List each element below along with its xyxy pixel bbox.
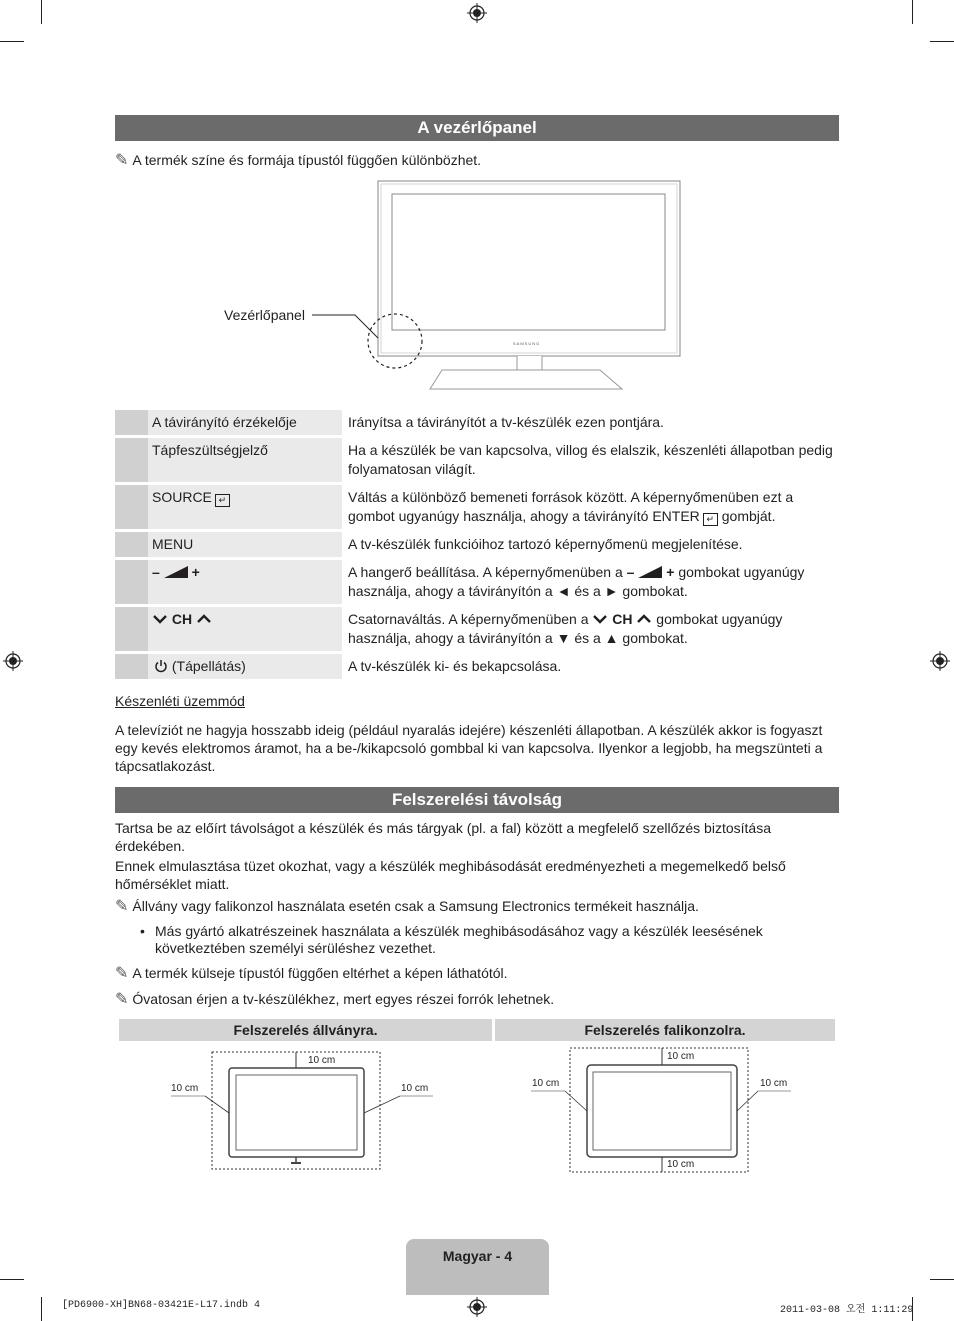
crop-mark: [0, 41, 24, 42]
control-desc: A hangerő beállítása. A képernyőmenüben a – + gombokat ugyanúgy használja, ahogy a távirányítón a ◄ és a ► gombokat.: [342, 559, 840, 606]
standby-heading: Készenléti üzemmód: [115, 693, 245, 709]
crop-mark: [930, 41, 954, 42]
control-name: A távirányító érzékelője: [148, 410, 342, 437]
note-pencil-icon: ✎: [115, 965, 129, 982]
print-datetime: 2011-03-08 오전 1:11:29: [780, 1305, 914, 1316]
note-appearance: ✎ A termék külseje típustól függően eltérhet a képen láthatótól.: [115, 965, 508, 982]
crop-mark: [930, 1279, 954, 1280]
page-number-tab: Magyar - 4: [406, 1239, 549, 1295]
chevron-down-icon: [152, 613, 168, 625]
row-marker: [115, 531, 148, 559]
stand-install-diagram: [165, 1045, 445, 1175]
row-marker: [115, 653, 148, 681]
note-pencil-icon: ✎: [115, 152, 129, 169]
registration-mark-icon: [467, 3, 487, 23]
volume-down-icon: –: [152, 564, 160, 580]
crop-mark: [41, 0, 42, 24]
enter-icon: ↵: [703, 513, 718, 526]
control-desc: Irányítsa a távirányítót a tv-készülék ezen pontjára.: [342, 410, 840, 437]
callout-label: Vezérlőpanel: [224, 307, 305, 323]
registration-mark-icon: [3, 651, 23, 671]
crop-mark: [912, 0, 913, 24]
table-row: [115, 653, 840, 681]
power-icon: [154, 659, 168, 673]
control-desc: Csatornaváltás. A képernyőmenüben a CH gombokat ugyanúgy használja, ahogy a távirányítón a ▼ és a ▲ gombokat.: [342, 606, 840, 653]
registration-mark-icon: [930, 651, 950, 671]
table-row: [115, 606, 840, 653]
note-product-color: ✎ A termék színe és formája típustól függően különbözhet.: [115, 152, 482, 169]
chevron-up-icon: [196, 613, 212, 625]
table-row: [115, 410, 840, 437]
note-samsung-parts: ✎ Állvány vagy falikonzol használata esetén csak a Samsung Electronics termékeit használja.: [115, 898, 699, 915]
section-title-control-panel: A vezérlőpanel: [115, 115, 839, 141]
volume-up-icon: +: [191, 564, 200, 580]
distance-label: 10 cm: [401, 1083, 429, 1094]
chevron-up-icon: [636, 613, 652, 625]
stand-install-header: Felszerelés állványra.: [119, 1019, 492, 1041]
control-name: MENU: [148, 531, 342, 559]
distance-label: 10 cm: [532, 1078, 560, 1089]
row-marker: [115, 559, 148, 606]
table-row: [115, 531, 840, 559]
note-hot-parts: ✎ Óvatosan érjen a tv-készülékhez, mert egyes részei forrók lehetnek.: [115, 991, 555, 1008]
print-file-info: [PD6900-XH]BN68-03421E-L17.indb 4: [62, 1300, 261, 1311]
control-name: [148, 559, 342, 606]
wall-install-header: Felszerelés falikonzolra.: [495, 1019, 835, 1041]
volume-up-icon: +: [666, 564, 675, 580]
control-desc: Ha a készülék be van kapcsolva, villog és elalszik, készenléti állapotban pedig folyamatosan világít.: [342, 437, 840, 484]
chevron-down-icon: [592, 613, 608, 625]
volume-icon: [164, 566, 188, 578]
distance-label: 10 cm: [171, 1083, 199, 1094]
row-marker: [115, 484, 148, 531]
table-row: [115, 484, 840, 531]
registration-mark-icon: [467, 1297, 487, 1317]
bullet-other-parts: • Más gyártó alkatrészeinek használata a készülék meghibásodásához vagy a készülék leesésének következtében személyi sérüléshez vezethet.: [140, 923, 763, 956]
wall-install-diagram: [525, 1045, 805, 1175]
control-name: (Tápellátás): [148, 653, 342, 681]
distance-label: 10 cm: [667, 1159, 695, 1170]
row-marker: [115, 606, 148, 653]
install-paragraph-2: Ennek elmulasztása tüzet okozhat, vagy a készülék meghibásodását eredményezheti a megemelkedő belső hőmérséklet miatt.: [115, 858, 786, 892]
tv-control-panel-diagram: [220, 175, 690, 395]
distance-label: 10 cm: [308, 1055, 336, 1066]
section-title-install-distance: Felszerelési távolság: [115, 787, 839, 813]
control-desc: Váltás a különböző bemeneti források között. A képernyőmenüben ezt a gombot ugyanúgy használja, ahogy a távirányító ENTER ↵ gombját.: [342, 484, 840, 531]
distance-label: 10 cm: [760, 1078, 788, 1089]
source-icon: ↵: [215, 494, 230, 507]
row-marker: [115, 410, 148, 437]
control-name: CH: [148, 606, 342, 653]
crop-mark: [41, 1297, 42, 1321]
crop-mark: [0, 1279, 24, 1280]
volume-icon: [638, 566, 662, 578]
control-name: SOURCE ↵: [148, 484, 342, 531]
control-desc: A tv-készülék funkcióihoz tartozó képernyőmenü megjelenítése.: [342, 531, 840, 559]
control-desc: A tv-készülék ki- és bekapcsolása.: [342, 653, 840, 681]
volume-down-icon: –: [626, 564, 635, 580]
table-row: [115, 437, 840, 484]
tv-brand-logo: SAMSUNG: [513, 341, 541, 346]
row-marker: [115, 437, 148, 484]
table-row: [115, 559, 840, 606]
note-pencil-icon: ✎: [115, 991, 129, 1008]
standby-text: A televíziót ne hagyja hosszabb ideig (például nyaralás idejére) készenléti állapotban. A készülék akkor is fogyaszt egy kevés elektromos áramot, ha a be-/kikapcsoló gombbal ki van kapcsolva. Ilyenkor a legjobb, ha megszünteti a tápcsatlakozást.: [115, 722, 823, 774]
install-paragraph-1: Tartsa be az előírt távolságot a készülék és más tárgyak (pl. a fal) között a megfelelő szellőzés biztosítása érdekében.: [115, 820, 771, 854]
control-name: Tápfeszültségjelző: [148, 437, 342, 484]
note-pencil-icon: ✎: [115, 898, 129, 915]
control-panel-table: [115, 410, 840, 682]
distance-label: 10 cm: [667, 1051, 695, 1062]
